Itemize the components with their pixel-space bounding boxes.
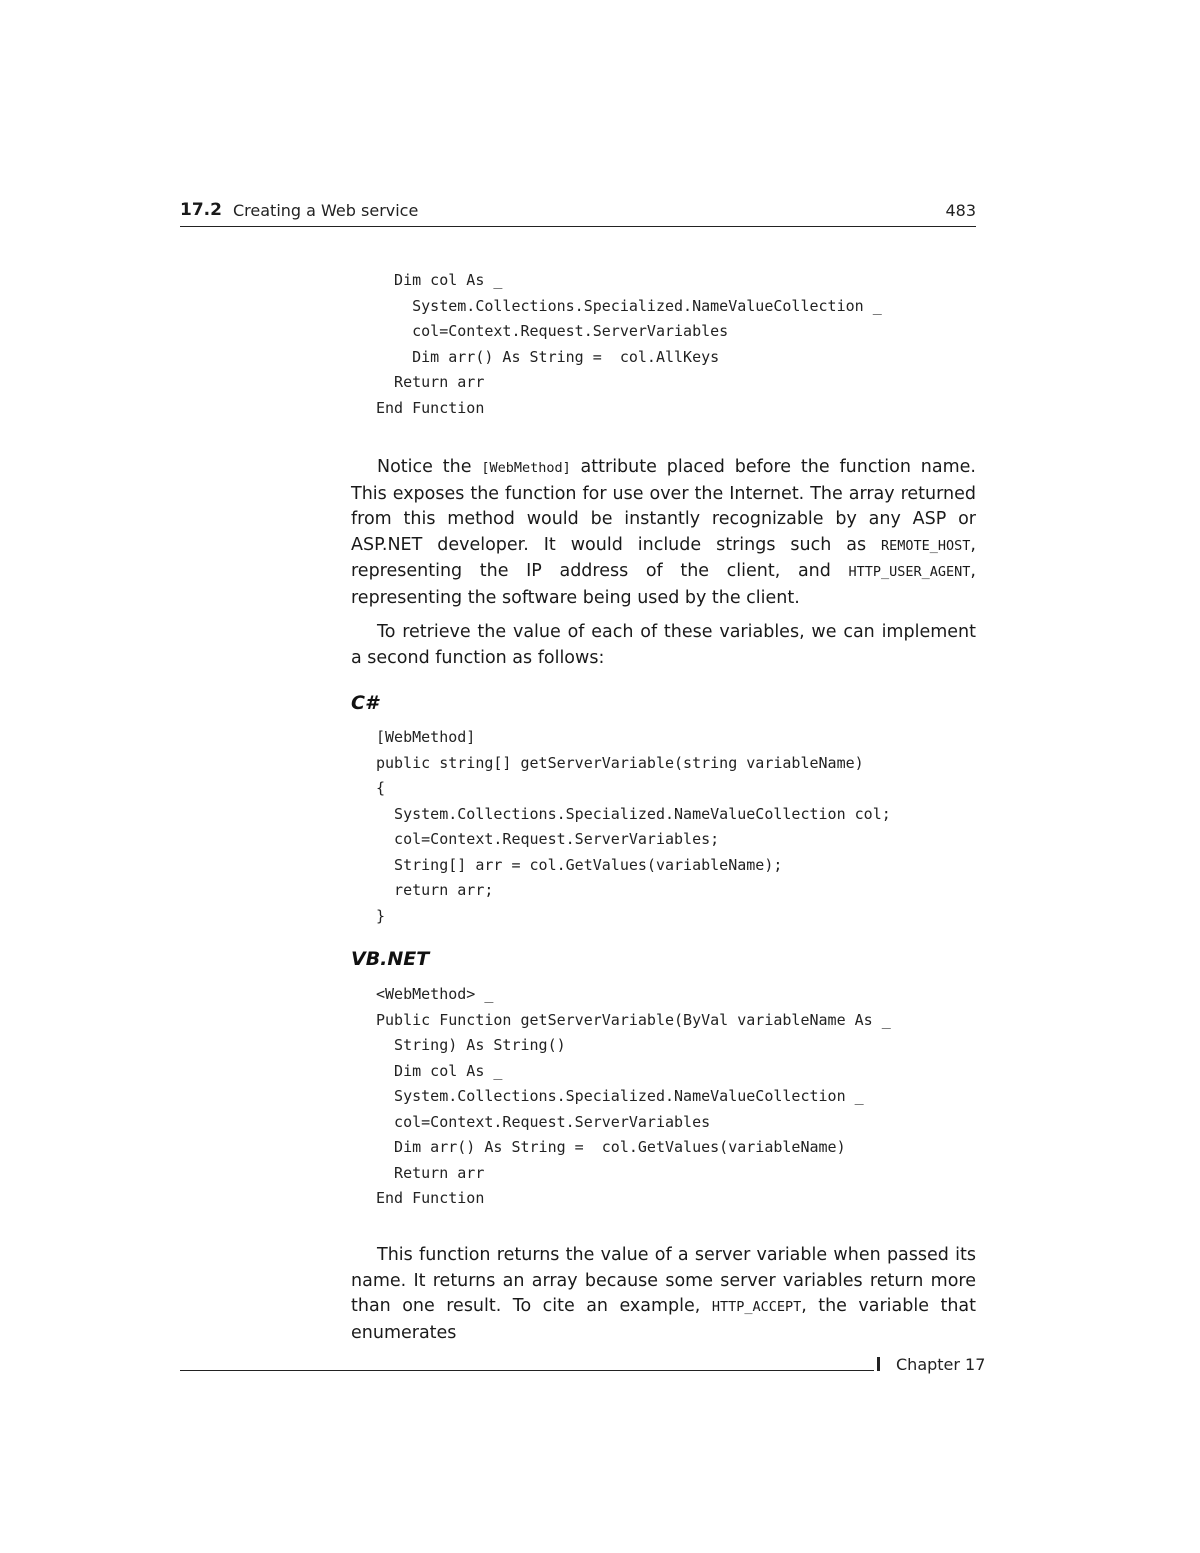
inline-code-webmethod: [WebMethod] — [481, 460, 571, 476]
footer-rule — [180, 1370, 874, 1371]
csharp-heading: C# — [351, 692, 379, 714]
body-paragraph-second-function: To retrieve the value of each of these variables, we can implement a second function as follows: — [351, 622, 976, 668]
section-number: 17.2 — [180, 200, 222, 220]
inline-code-http-accept: HTTP_ACCEPT — [711, 1299, 802, 1315]
footer-tick-mark — [877, 1357, 880, 1371]
code-block-csharp: [WebMethod] public string[] getServerVariable(string variableName) { System.Collections.Specialized.NameValueCollection col; col=Context.Request.ServerVariables; String[] arr = col.GetValues(variableName); return arr; } — [376, 728, 891, 925]
body-paragraph-webmethod: Notice the [WebMethod] attribute placed before the function name. This exposes the function for use over the Internet. The array returned from this method would be instantly recognizable by any ASP or ASP.NET developer. It would include strings such as REMOTE_HOST, representing the IP address of the client, and HTTP_USER_AGENT, representing the software being used by the client. — [351, 457, 976, 608]
code-block-vb-allkeys: Dim col As _ System.Collections.Specialized.NameValueCollection _ col=Context.Request.ServerVariables Dim arr() As String = col.AllKeys Return arr End Function — [376, 271, 882, 417]
footer-chapter-label: Chapter 17 — [896, 1355, 986, 1374]
section-title: Creating a Web service — [233, 201, 419, 220]
inline-code-http-user-agent: HTTP_USER_AGENT — [848, 564, 971, 580]
vbnet-heading: VB.NET — [351, 948, 430, 970]
page-number: 483 — [945, 201, 976, 220]
inline-code-remote-host: REMOTE_HOST — [881, 537, 971, 554]
running-header — [180, 198, 976, 227]
code-block-vbnet: <WebMethod> _ Public Function getServerVariable(ByVal variableName As _ String) As String() Dim col As _ System.Collections.Specialized.NameValueCollection _ col=Context.Request.ServerVariables Dim arr() As String = col.GetValues(variableName) Return arr End Function — [376, 985, 891, 1207]
body-paragraph-returns-value: This function returns the value of a server variable when passed its name. It returns an array because some server variables return more than one result. To cite an example, HTTP_ACCEPT, the variable that enumerates — [351, 1245, 976, 1343]
